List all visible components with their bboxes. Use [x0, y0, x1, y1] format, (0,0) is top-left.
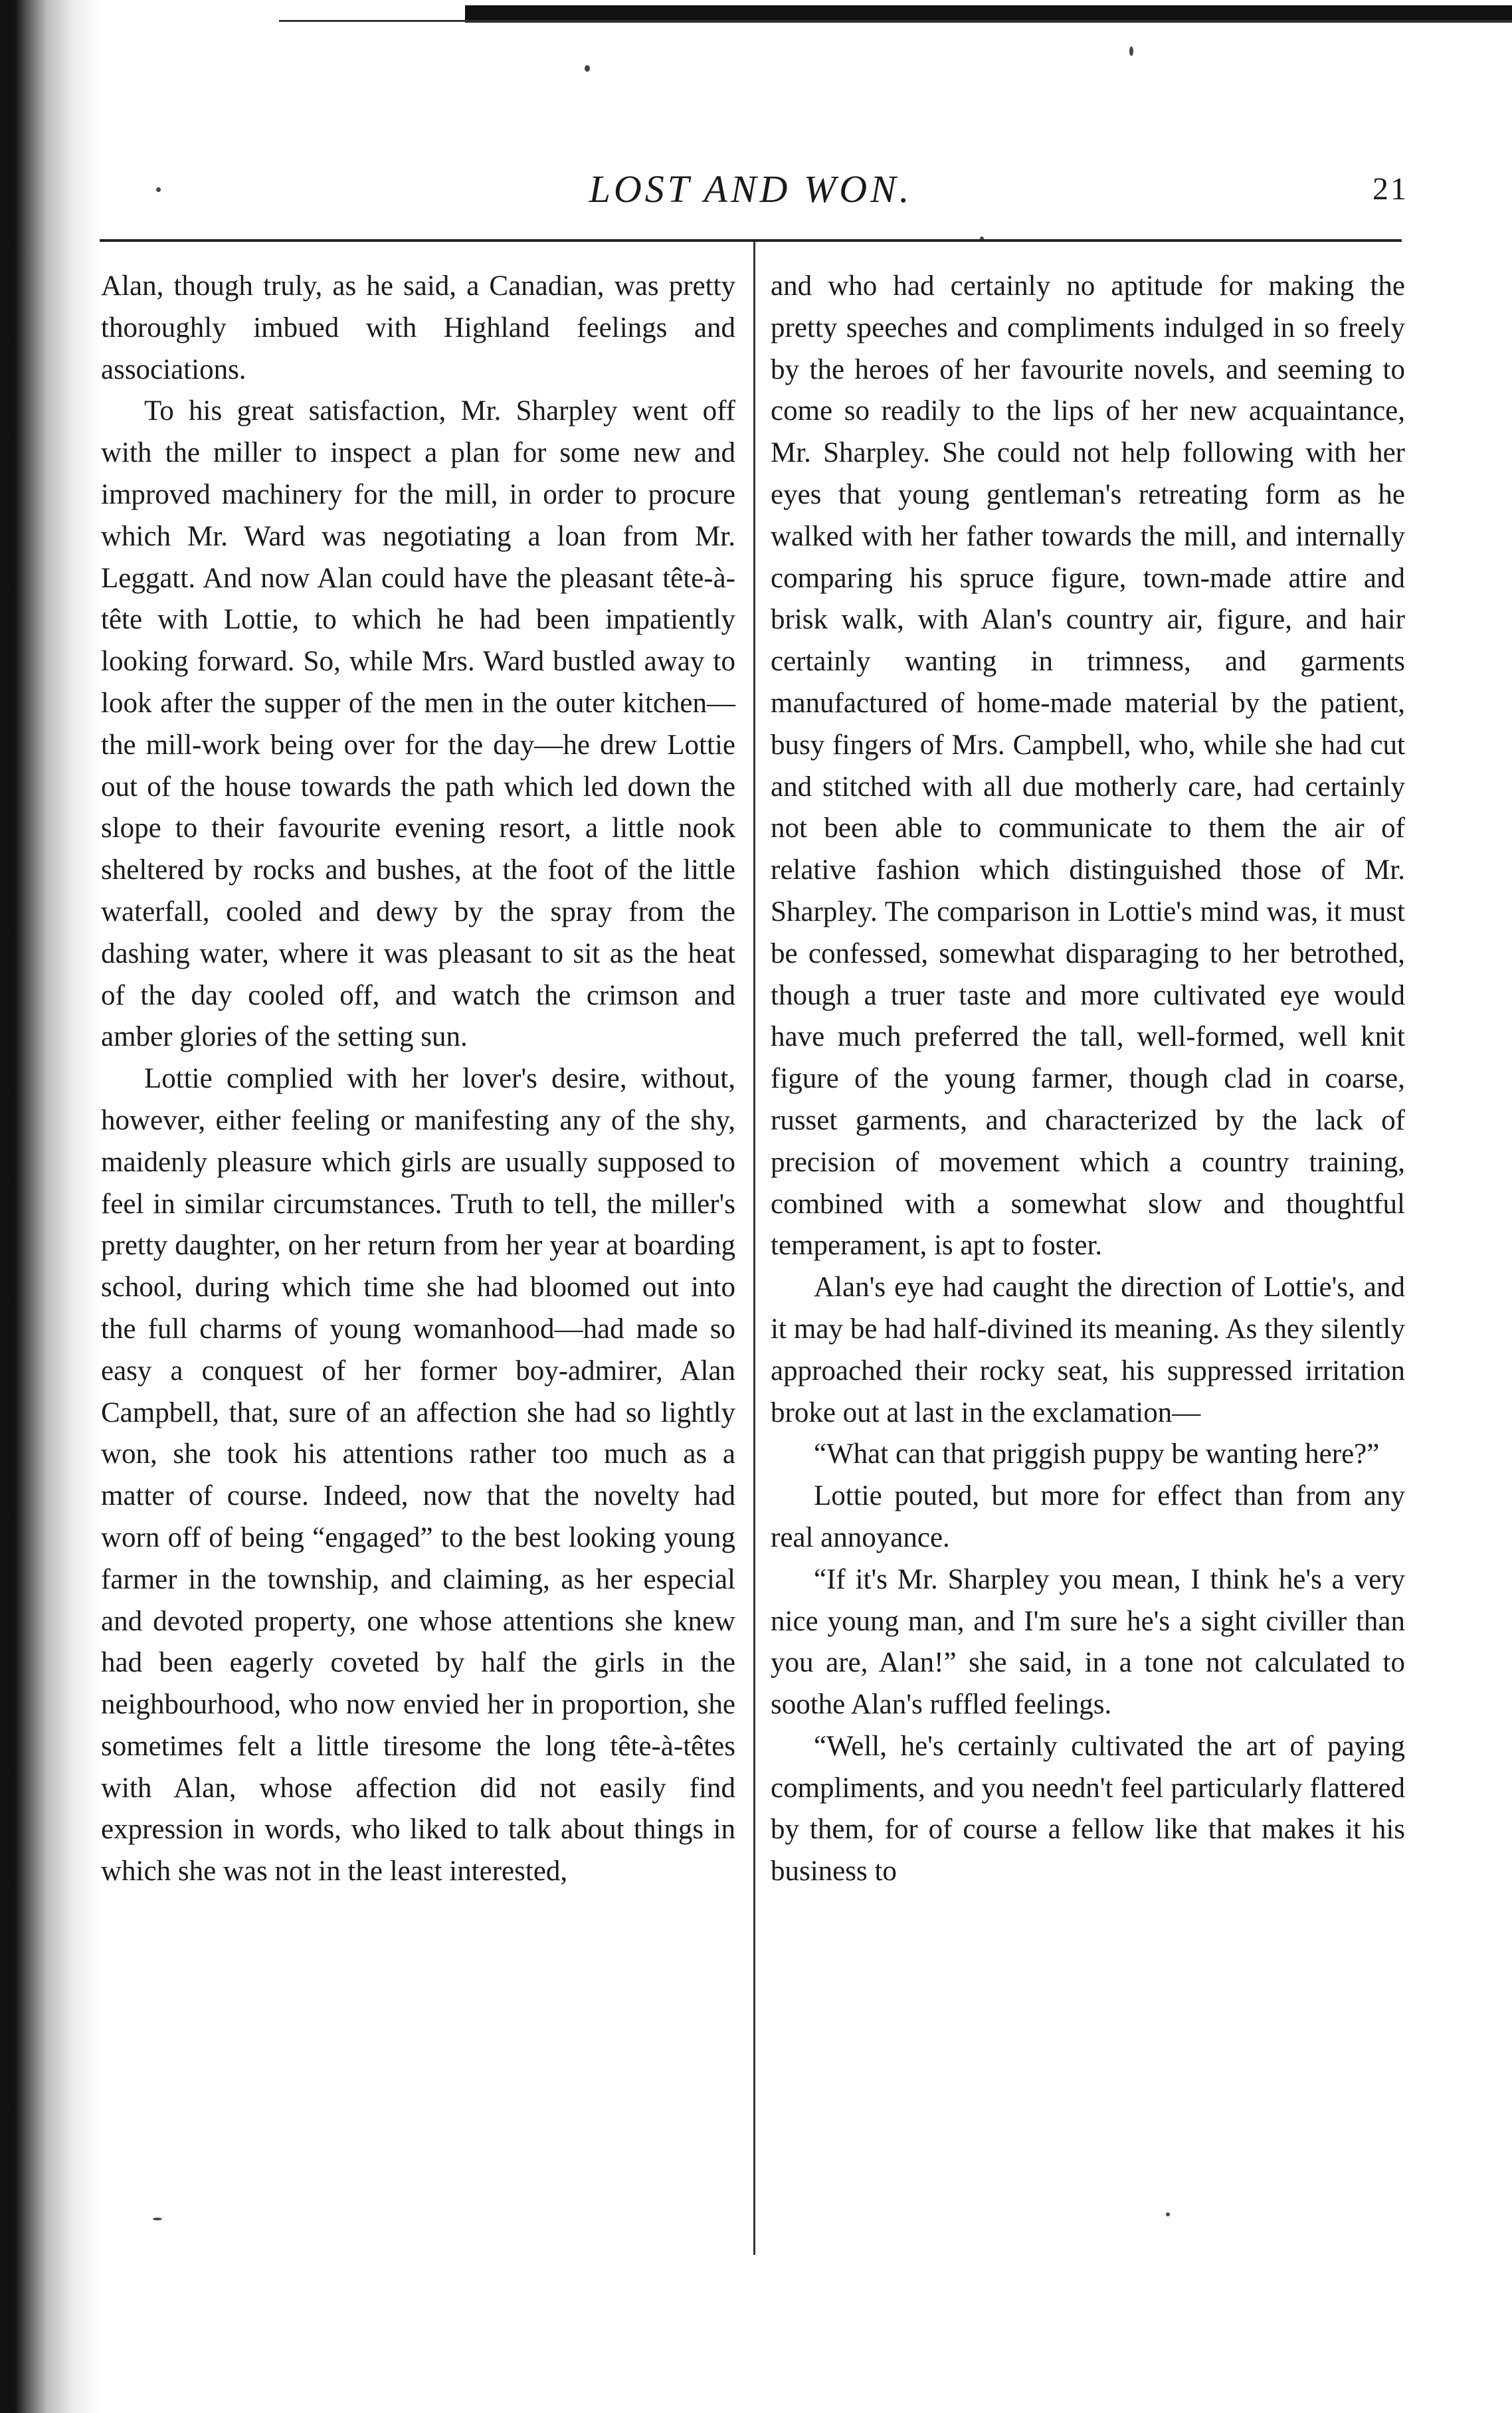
paragraph: Alan's eye had caught the direction of Lottie's, and it may be had half-divined its meaning. As they silently approached their rocky seat, his suppressed irritation broke out at last in the exclamation— [771, 1272, 1405, 1428]
binding-shadow [0, 0, 100, 2413]
paragraph: Lottie pouted, but more for effect than from any real annoyance. [771, 1480, 1405, 1553]
page-number: 21 [1372, 171, 1408, 207]
running-head [100, 159, 1408, 219]
column-divider [753, 242, 755, 2255]
header-rule [100, 239, 1402, 242]
paragraph: “If it's Mr. Sharpley you mean, I think he's a very nice young man, and I'm sure he's a sight civiller than you are, Alan!” she said, in a tone not calculated to soothe Alan's ruffled feelings. [771, 1563, 1405, 1721]
top-edge-line [279, 20, 1512, 22]
paragraph: “What can that priggish puppy be wanting here?” [814, 1438, 1380, 1470]
running-title: LOST AND WON. [589, 167, 913, 211]
paragraph: Alan, though truly, as he said, a Canadian, was pretty thoroughly imbued with Highland feelings and associations. [101, 270, 735, 385]
paragraph: and who had certainly no aptitude for making the pretty speeches and compliments indulged in so freely by the heroes of her favourite novels, and seeming to come so readily to the lips of her new acquaintance, Mr. Sharpley. She could not help following with her eyes that young gentleman's retreating form as he walked with her father towards the mill, and internally comparing his spruce figure, town-made attire and brisk walk, with Alan's country air, figure, and hair certainly wanting in trimness, and garments manufactured of home-made material by the patient, busy fingers of Mrs. Campbell, who, while she had cut and stitched with all due motherly care, had certainly not been able to communicate to them the air of relative fashion which distinguished those of Mr. Sharpley. The comparison in Lottie's mind was, it must be confessed, somewhat disparaging to her betrothed, though a truer taste and more cultivated eye would have much preferred the tall, well-formed, well knit figure of the young farmer, though clad in coarse, russet garments, and characterized by the lack of precision of movement which a country training, combined with a somewhat slow and thoughtful temperament, is apt to foster. [771, 270, 1405, 1262]
paragraph: To his great satisfaction, Mr. Sharpley went off with the miller to inspect a plan for some new and improved machinery for the mill, in order to procure which Mr. Ward was negotiating a loan from Mr. Leggatt. And now Alan could have the pleasant tête-à-tête with Lottie, to which he had been impatiently looking forward. So, while Mrs. Ward bustled away to look after the supper of the men in the outer kitchen—the mill-work being over for the day—he drew Lottie out of the house towards the path which led down the slope to their favourite evening resort, a little nook sheltered by rocks and bushes, at the foot of the little waterfall, cooled and dewy by the spray from the dashing water, where it was pleasant to sit as the heat of the day cooled off, and watch the crimson and amber glories of the setting sun. [101, 395, 735, 1053]
paragraph: “Well, he's certainly cultivated the art of paying compliments, and you needn't feel particularly flattered by them, for of course a fellow like that makes it his business to [771, 1730, 1405, 1887]
paragraph: Lottie complied with her lover's desire, without, however, either feeling or manifesting any of the shy, maidenly pleasure which girls are usually supposed to feel in similar circumstances. Truth to tell, the miller's pretty daughter, on her return from her year at boarding school, during which time she had bloomed out into the full charms of young womanhood—had made so easy a conquest of her former boy-admirer, Alan Campbell, that, sure of an affection she had so lightly won, she took his attentions rather too much as a matter of course. Indeed, now that the novelty had worn off of being “engaged” to the best looking young farmer in the township, and claiming, as her especial and devoted property, one whose attentions she knew had been eagerly coveted by half the girls in the neighbourhood, who now envied her in proportion, she sometimes felt a little tiresome the long tête-à-têtes with Alan, whose affection did not easily find expression in words, who liked to talk about things in which she was not in the least interested, [101, 1063, 735, 1887]
left-column [101, 266, 735, 1893]
right-column [771, 266, 1405, 1893]
